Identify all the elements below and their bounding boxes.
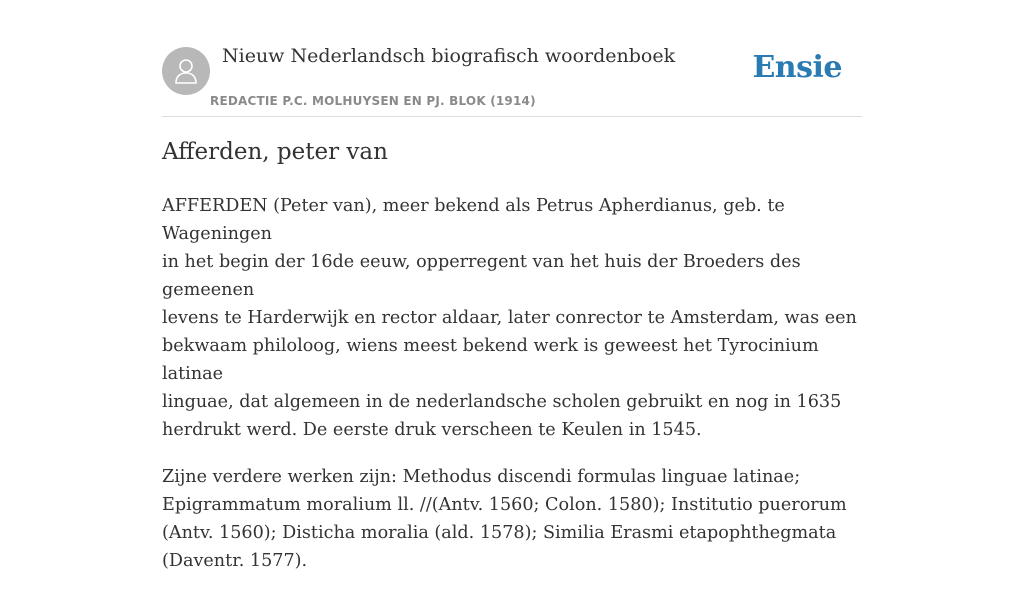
- entry-body: [162, 192, 862, 594]
- entry-card: [162, 0, 862, 571]
- entry-paragraph: AFFERDEN (Peter van), meer bekend als Petrus Apherdianus, geb. te Wageningen in het begin der 16de eeuw, opperregent van het huis der Broeders des gemeenen levens te Harderwijk en rector aldaar, later conrector te Amsterdam, was een bekwaam philoloog, wiens meest bekend werk is geweest het Tyrocinium latinae linguae, dat algemeen in de nederlandsche scholen gebruikt en nog in 1635 herdrukt werd. De eerste druk verscheen te Keulen in 1545.: [162, 196, 857, 440]
- source-header: [162, 0, 862, 117]
- ensie-logo[interactable]: Ensie: [752, 50, 842, 85]
- user-icon: [173, 57, 199, 85]
- entry-paragraph: Zijne verdere werken zijn: Methodus discendi formulas linguae latinae; Epigrammatum moralium ll. //(Antv. 1560; Colon. 1580); Institutio puerorum (Antv. 1560); Disticha moralia (ald. 1578); Similia Erasmi etapophthegmata (Daventr. 1577).: [162, 467, 847, 571]
- source-title[interactable]: Nieuw Nederlandsch biografisch woordenboek: [222, 45, 676, 67]
- entry-title: Afferden, peter van: [162, 139, 388, 165]
- source-editors: REDACTIE P.C. MOLHUYSEN EN PJ. BLOK (1914): [210, 94, 536, 108]
- source-avatar[interactable]: [162, 47, 210, 95]
